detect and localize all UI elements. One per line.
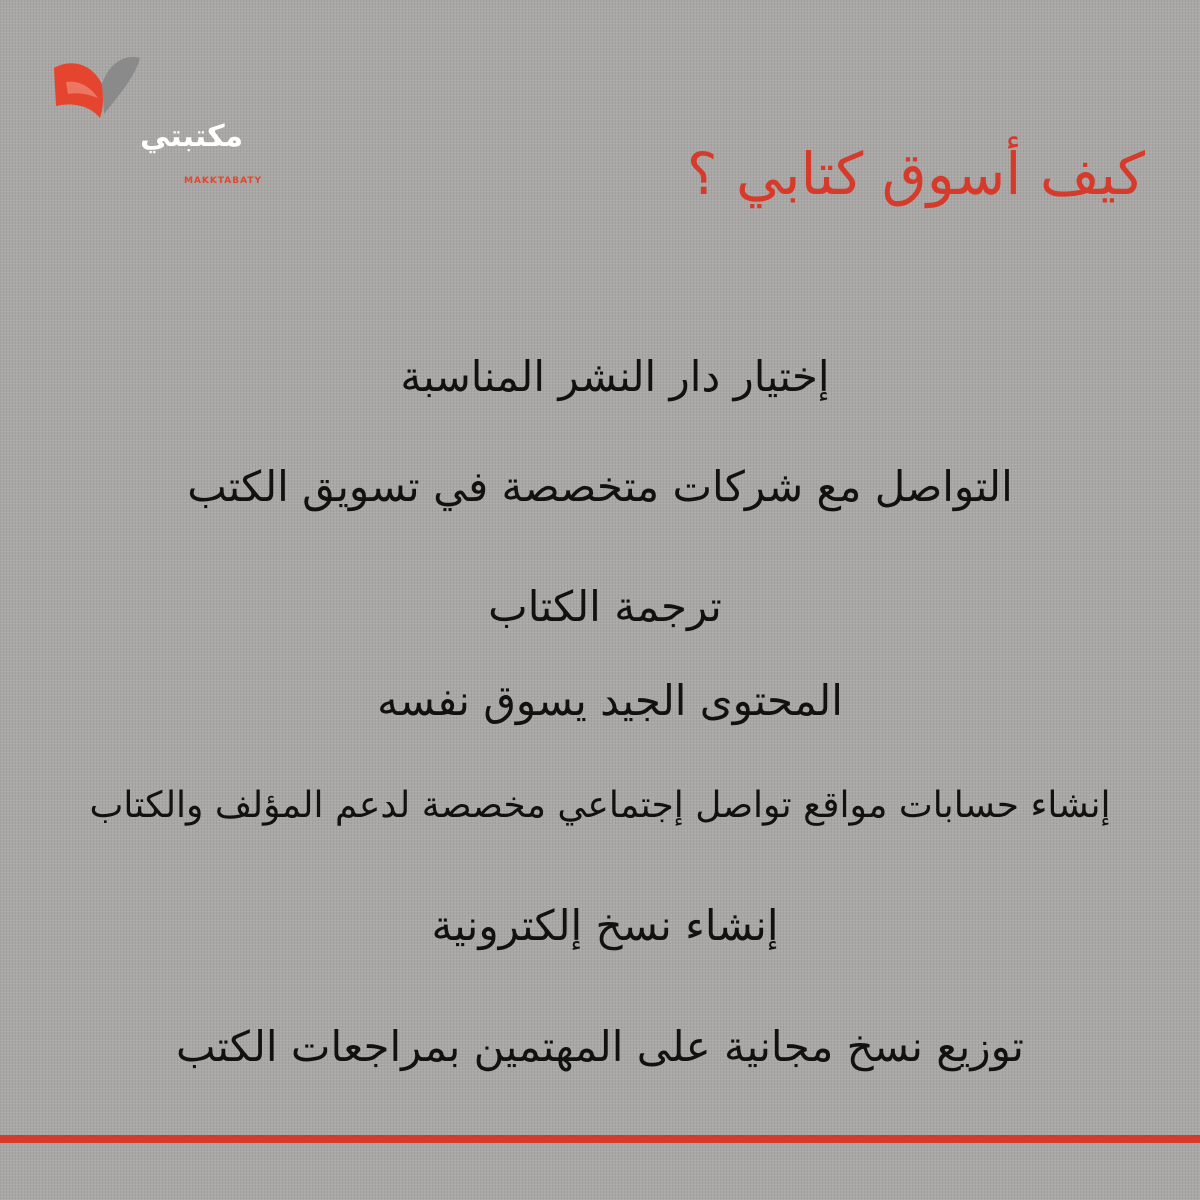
- list-item: التواصل مع شركات متخصصة في تسويق الكتب: [187, 462, 1013, 511]
- page-title: كيف أسوق كتابي ؟: [686, 140, 1145, 208]
- logo-subtitle: MAKKTABATY: [184, 176, 263, 186]
- list-item: إنشاء نسخ إلكترونية: [431, 901, 779, 950]
- bottom-divider: [0, 1135, 1200, 1143]
- list-item: ترجمة الكتاب: [488, 582, 722, 631]
- logo-wordmark: مكتبتي: [140, 119, 244, 154]
- list-item: توزيع نسخ مجانية على المهتمين بمراجعات الكتب: [176, 1022, 1024, 1071]
- list-item: المحتوى الجيد يسوق نفسه: [377, 676, 843, 725]
- list-item: إختيار دار النشر المناسبة: [400, 352, 830, 401]
- list-item: إنشاء حسابات مواقع تواصل إجتماعي مخصصة لدعم المؤلف والكتاب: [89, 785, 1111, 826]
